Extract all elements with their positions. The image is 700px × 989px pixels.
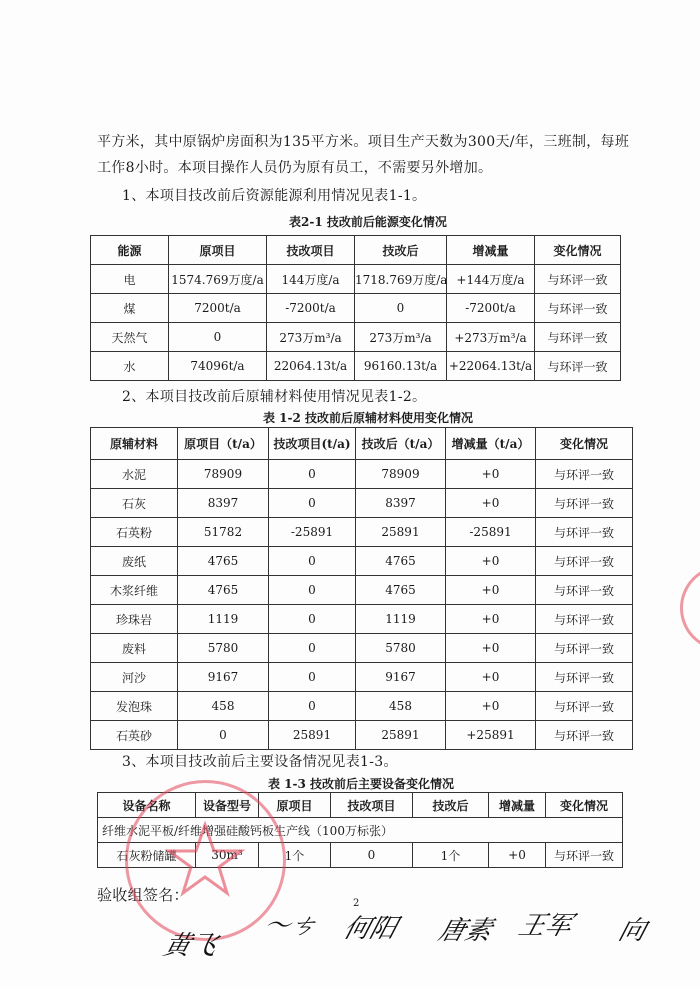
table-cell: 4765 [178, 547, 269, 576]
table-cell: -25891 [446, 518, 536, 547]
table-cell: 与环评一致 [536, 634, 633, 663]
header-cell: 技改后 [355, 236, 447, 265]
table-cell: 5780 [178, 634, 269, 663]
table-cell: 4765 [356, 576, 446, 605]
table-row [91, 323, 621, 352]
table-cell: 0 [269, 692, 356, 721]
header-cell: 变化情况 [546, 793, 623, 818]
table-cell: 30m³ [196, 843, 259, 868]
table-cell: +25891 [446, 721, 536, 750]
table-cell: -7200t/a [447, 294, 535, 323]
header-cell: 原项目 [169, 236, 267, 265]
table-row [91, 634, 633, 663]
header-cell: 增减量 [489, 793, 546, 818]
list-item-2: 2、本项目技改前后原辅材料使用情况见表1-2。 [122, 389, 427, 405]
table-row [91, 576, 633, 605]
table-cell: 273万m³/a [355, 323, 447, 352]
table-cell: 石英砂 [91, 721, 178, 750]
table-row [91, 489, 633, 518]
table-cell: 0 [331, 843, 413, 868]
table-cell: 河沙 [91, 663, 178, 692]
header-cell: 设备型号 [196, 793, 259, 818]
table-cell: 1119 [178, 605, 269, 634]
list-item-3: 3、本项目技改前后主要设备情况见表1-3。 [122, 754, 398, 770]
table-cell: 与环评一致 [536, 518, 633, 547]
header-cell: 变化情况 [535, 236, 621, 265]
table-row [98, 843, 623, 868]
header-cell: 设备名称 [98, 793, 196, 818]
table-cell: 废料 [91, 634, 178, 663]
handwritten-signature: 〜ㄘ [260, 911, 321, 941]
table-row [91, 265, 621, 294]
header-cell: 技改项目 [267, 236, 355, 265]
table-cell: 电 [91, 265, 169, 294]
equipment-table [97, 792, 623, 868]
table-cell: +0 [446, 634, 536, 663]
header-cell: 技改后 [413, 793, 489, 818]
header-cell: 原辅材料 [91, 428, 178, 460]
table-cell: +0 [446, 576, 536, 605]
table3-caption: 表 1-3 技改前后主要设备变化情况 [268, 777, 455, 791]
table-row [91, 663, 633, 692]
table-cell: 与环评一致 [536, 692, 633, 721]
header-cell: 变化情况 [536, 428, 633, 460]
header-cell: 技改项目(t/a) [269, 428, 356, 460]
table-cell: 发泡珠 [91, 692, 178, 721]
table-cell: 与环评一致 [536, 460, 633, 489]
table-cell: 8397 [356, 489, 446, 518]
header-cell: 能源 [91, 236, 169, 265]
table1-caption: 表2-1 技改前后能源变化情况 [289, 215, 447, 229]
paragraph-line: 工作8小时。本项目操作人员仍为原有员工，不需要另外增加。 [97, 160, 493, 176]
partial-seal-stamp [680, 565, 700, 651]
table-row [91, 721, 633, 750]
energy-table [90, 235, 621, 381]
signature-label: 验收组签名： [97, 886, 189, 904]
table-cell: 煤 [91, 294, 169, 323]
table-cell: 5780 [356, 634, 446, 663]
table-cell: 7200t/a [169, 294, 267, 323]
list-item-1: 1、本项目技改前后资源能源利用情况见表1-1。 [122, 188, 427, 204]
table-cell: 458 [178, 692, 269, 721]
table-cell: 与环评一致 [536, 663, 633, 692]
table-cell: +0 [446, 460, 536, 489]
header-cell: 技改项目 [331, 793, 413, 818]
table-cell: 与环评一致 [536, 489, 633, 518]
table-cell: 0 [269, 547, 356, 576]
table-cell: 水泥 [91, 460, 178, 489]
table-row [91, 460, 633, 489]
table-cell: 78909 [356, 460, 446, 489]
handwritten-signature: 唐素 [435, 916, 496, 946]
table-cell: +144万度/a [447, 265, 535, 294]
table-header-row [98, 793, 623, 818]
table-cell: -25891 [269, 518, 356, 547]
table-cell: 0 [269, 605, 356, 634]
section-row [98, 818, 623, 843]
table-header-row [91, 236, 621, 265]
paragraph-line: 平方米，其中原锅炉房面积为135平方米。项目生产天数为300天/年，三班制，每班 [97, 134, 630, 150]
table-cell: 木浆纤维 [91, 576, 178, 605]
table-cell: 25891 [269, 721, 356, 750]
table-cell: 0 [355, 294, 447, 323]
table-header-row [91, 428, 633, 460]
table-cell: 石灰 [91, 489, 178, 518]
table-cell: 0 [269, 663, 356, 692]
table-cell: 4765 [178, 576, 269, 605]
handwritten-signature: 黄飞 [160, 931, 221, 961]
table-cell: 1个 [413, 843, 489, 868]
page-number: 2 [353, 898, 360, 909]
table-cell: 74096t/a [169, 352, 267, 381]
table-cell: 珍珠岩 [91, 605, 178, 634]
table-cell: +0 [446, 605, 536, 634]
handwritten-signature: 王军 [515, 911, 576, 941]
table-cell: 51782 [178, 518, 269, 547]
table-cell: 与环评一致 [535, 265, 621, 294]
handwritten-signature: 向 [615, 916, 650, 946]
header-cell: 原项目（t/a） [178, 428, 269, 460]
table-cell: 1718.769万度/a [355, 265, 447, 294]
table-cell: 与环评一致 [535, 294, 621, 323]
table-row [91, 605, 633, 634]
table-cell: 废纸 [91, 547, 178, 576]
table-cell: 与环评一致 [536, 547, 633, 576]
table-cell: 22064.13t/a [267, 352, 355, 381]
table-row [91, 547, 633, 576]
table-cell: 1个 [259, 843, 331, 868]
table-cell: 0 [269, 489, 356, 518]
table-cell: 8397 [178, 489, 269, 518]
table-cell: 0 [169, 323, 267, 352]
table-cell: +0 [489, 843, 546, 868]
table-cell: +0 [446, 692, 536, 721]
table-cell: 273万m³/a [267, 323, 355, 352]
table-cell: +0 [446, 547, 536, 576]
header-cell: 原项目 [259, 793, 331, 818]
table-cell: 水 [91, 352, 169, 381]
table-cell: 0 [269, 460, 356, 489]
table-cell: 144万度/a [267, 265, 355, 294]
table-cell: 25891 [356, 721, 446, 750]
table-row [91, 352, 621, 381]
header-cell: 增减量（t/a） [446, 428, 536, 460]
handwritten-signature: 何阳 [340, 914, 401, 944]
table-cell: 9167 [178, 663, 269, 692]
table-cell: +22064.13t/a [447, 352, 535, 381]
table-row [91, 692, 633, 721]
table-row [91, 294, 621, 323]
table-cell: 1119 [356, 605, 446, 634]
table-cell: 天然气 [91, 323, 169, 352]
header-cell: 增减量 [447, 236, 535, 265]
table-cell: 与环评一致 [536, 721, 633, 750]
table-cell: 78909 [178, 460, 269, 489]
table-cell: 4765 [356, 547, 446, 576]
table-cell: 9167 [356, 663, 446, 692]
table-cell: -7200t/a [267, 294, 355, 323]
section-cell: 纤维水泥平板/纤维增强硅酸钙板生产线（100万标张） [98, 818, 623, 843]
materials-table [90, 427, 633, 750]
table-cell: 与环评一致 [546, 843, 623, 868]
table-cell: 石灰粉储罐 [98, 843, 196, 868]
table-cell: +0 [446, 663, 536, 692]
table-row [91, 518, 633, 547]
table2-caption: 表 1-2 技改前后原辅材料使用变化情况 [263, 411, 474, 425]
table-cell: 0 [269, 634, 356, 663]
table-cell: 与环评一致 [536, 605, 633, 634]
table-cell: 与环评一致 [535, 323, 621, 352]
table-cell: 96160.13t/a [355, 352, 447, 381]
table-cell: 1574.769万度/a [169, 265, 267, 294]
header-cell: 技改后（t/a） [356, 428, 446, 460]
table-cell: 458 [356, 692, 446, 721]
table-cell: 25891 [356, 518, 446, 547]
table-cell: 0 [269, 576, 356, 605]
table-cell: 与环评一致 [535, 352, 621, 381]
table-cell: 与环评一致 [536, 576, 633, 605]
table-cell: 石英粉 [91, 518, 178, 547]
table-cell: +0 [446, 489, 536, 518]
table-cell: 0 [178, 721, 269, 750]
table-cell: +273万m³/a [447, 323, 535, 352]
